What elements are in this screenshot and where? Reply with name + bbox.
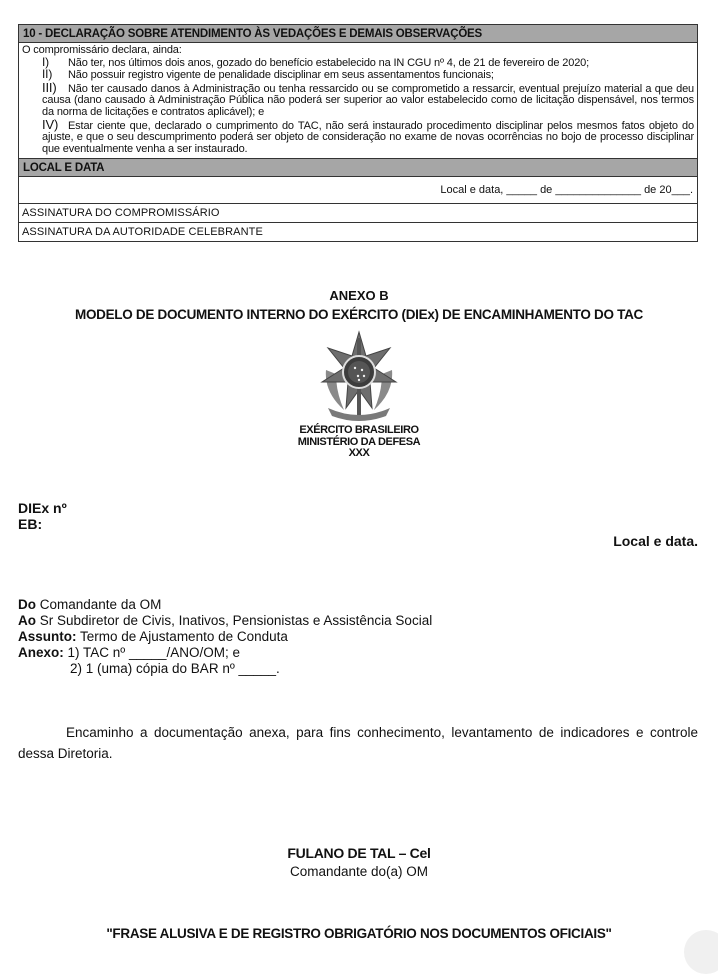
routing-ao: Ao Sr Subdiretor de Civis, Inativos, Pensionistas e Assistência Social bbox=[18, 613, 433, 628]
local-data-line: Local e data, _____ de ______________ de 20___. bbox=[19, 177, 697, 204]
org-line-2: MINISTÉRIO DA DEFESA bbox=[297, 435, 421, 448]
signer-role: Comandante do(a) OM bbox=[289, 864, 429, 879]
declaration-item-3: III) Não ter causado danos à Administração ou tenha ressarcido ou se comprometido a ressarcir, eventual prejuízo material a que deu causa (dano causado à Administração Pública não poderá ser superior ao valor estabelecido como de licitação dispensável, nos termos da norma de licitações e contratos aplicável); e bbox=[42, 79, 694, 118]
section-10-header: 10 - DECLARAÇÃO SOBRE ATENDIMENTO ÀS VEDAÇÕES E DEMAIS OBSERVAÇÕES bbox=[19, 25, 697, 43]
diex-identification bbox=[18, 500, 67, 532]
org-line-3: XXX bbox=[348, 447, 370, 459]
signer-name: FULANO DE TAL – Cel bbox=[287, 845, 431, 861]
declaration-body bbox=[19, 43, 697, 159]
coat-of-arms-icon bbox=[314, 330, 404, 422]
routing-do: Do Comandante da OM bbox=[18, 597, 162, 612]
declaration-item-1: I) Não ter, nos últimos dois anos, gozado do benefício estabelecido na IN CGU nº 4, de 21 de fevereiro de 2020; bbox=[42, 54, 590, 69]
signature-autoridade: ASSINATURA DA AUTORIDADE CELEBRANTE bbox=[22, 226, 263, 239]
declaration-table bbox=[18, 24, 698, 242]
local-date: Local e data. bbox=[613, 533, 698, 549]
official-motto: "FRASE ALUSIVA E DE REGISTRO OBRIGATÓRIO NOS DOCUMENTOS OFICIAIS" bbox=[106, 926, 612, 941]
routing-assunto: Assunto: Termo de Ajustamento de Conduta bbox=[18, 629, 288, 644]
annex-title: ANEXO B bbox=[329, 288, 389, 303]
signature-compromissario: ASSINATURA DO COMPROMISSÁRIO bbox=[19, 204, 697, 223]
org-line-1: EXÉRCITO BRASILEIRO bbox=[299, 424, 419, 436]
body-paragraph: Encaminho a documentação anexa, para fins conhecimento, levantamento de indicadores e controle dessa Diretoria. bbox=[18, 725, 698, 761]
declaration-item-2: II) Não possuir registro vigente de penalidade disciplinar em seus assentamentos funcionais; bbox=[42, 67, 494, 82]
annex-subtitle: MODELO DE DOCUMENTO INTERNO DO EXÉRCITO (DIEx) DE ENCAMINHAMENTO DO TAC bbox=[75, 307, 643, 322]
routing-block bbox=[18, 597, 432, 677]
organization-block bbox=[0, 425, 718, 460]
diex-number: DIEx nº bbox=[18, 500, 67, 516]
page-corner-decoration bbox=[684, 930, 718, 974]
routing-anexo: Anexo: 1) TAC nº _____/ANO/OM; e bbox=[18, 645, 241, 660]
local-data-header: LOCAL E DATA bbox=[19, 159, 697, 177]
diex-eb: EB: bbox=[18, 516, 43, 532]
routing-anexo-2: 2) 1 (uma) cópia do BAR nº _____. bbox=[70, 661, 280, 676]
declaration-intro: O compromissário declara, ainda: bbox=[22, 44, 182, 56]
declaration-item-4: IV) Estar ciente que, declarado o cumprimento do TAC, não será instaurado procedimento disciplinar pelos mesmos fatos objeto do ajuste, e que o seu descumprimento poderá ser objeto de consideração no exame de novas ocorrências no bojo de processo disciplinar que eventualmente venha a ser instaurado. bbox=[42, 116, 694, 155]
